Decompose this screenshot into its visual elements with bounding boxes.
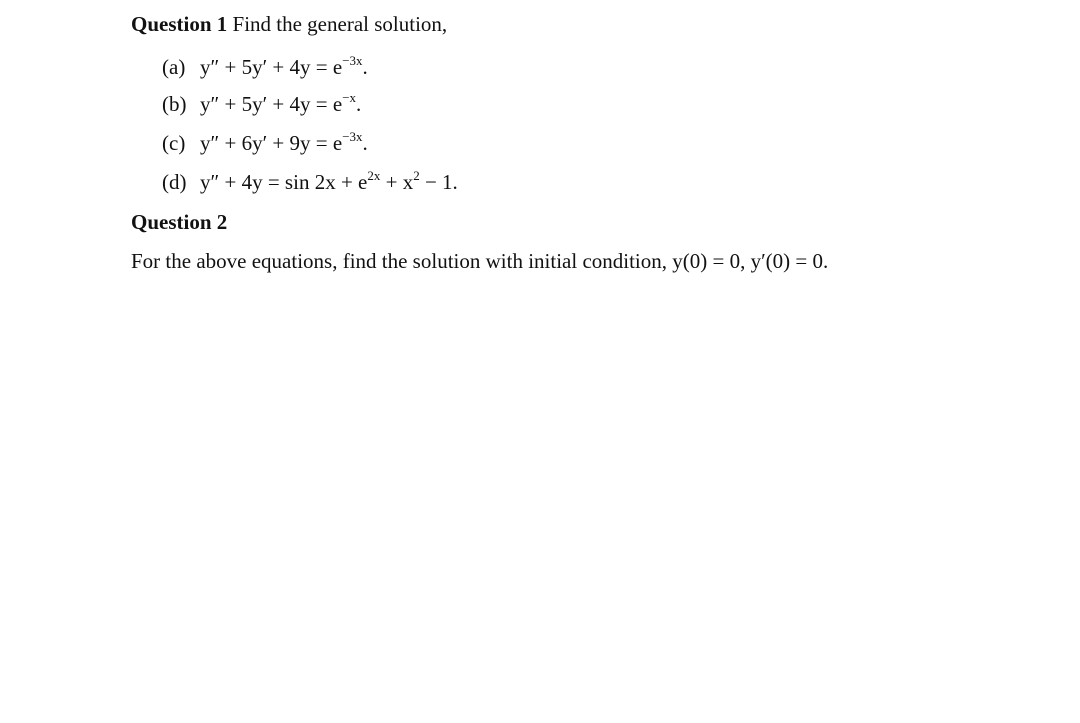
equation: $y'' + 6y' + 9y = e^{-3x}$. — [200, 129, 368, 155]
question-1-item-b — [162, 92, 361, 117]
question-2-text: For the above equations, find the solution with initial condition, y(0) = 0, y′(0) = 0. — [131, 249, 829, 273]
question-1-item-c — [162, 131, 368, 156]
equation: $y'' + 5y' + 4y = e^{-x}$. — [200, 90, 362, 116]
question-1-prompt: Find the general solution, — [227, 12, 448, 36]
item-label: (d) — [162, 170, 187, 194]
item-label: (b) — [162, 92, 187, 116]
question-1-heading — [131, 12, 447, 37]
question-2-heading: Question 2 — [131, 210, 228, 234]
equation: $y'' + 5y' + 4y = e^{-3x}$. — [200, 53, 368, 79]
equation: $y'' + 4y = \sin 2x + e^{2x} + x^2 - 1$. — [200, 168, 458, 194]
question-1-item-d — [162, 170, 458, 195]
item-label: (c) — [162, 131, 186, 155]
question-1-label: Question 1 — [131, 12, 228, 36]
question-1-item-a — [162, 55, 368, 80]
item-label: (a) — [162, 55, 186, 79]
